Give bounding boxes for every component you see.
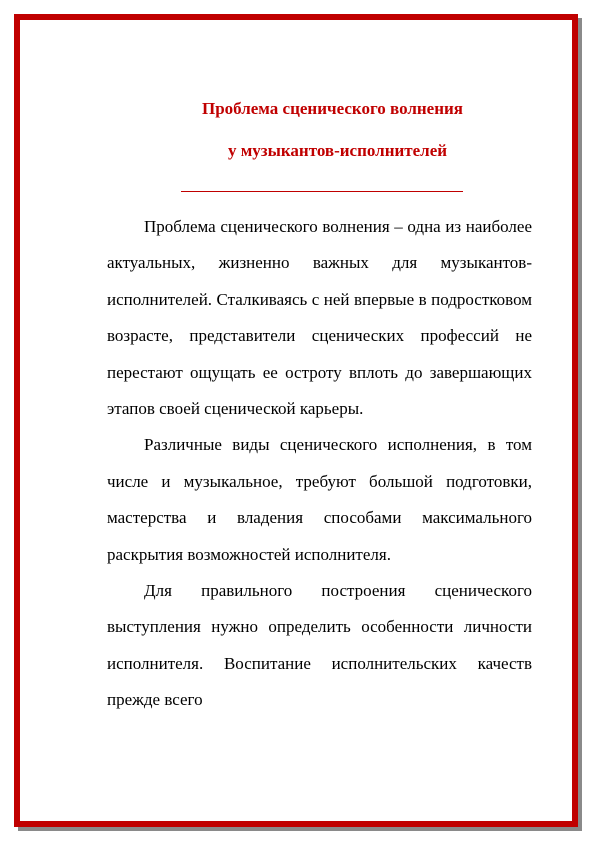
body-paragraph-3: Для правильного построения сценического выступления нужно определить особенности личности исполнителя. Воспитание исполнительских качеств прежде всего (107, 581, 532, 710)
document-body (107, 209, 532, 719)
document-title-line-1: Проблема сценического волнения (201, 99, 464, 118)
title-underline-divider (181, 191, 463, 192)
document-title-line-2: у музыкантов-исполнителей (227, 141, 448, 160)
body-paragraph-1: Проблема сценического волнения – одна из наиболее актуальных, жизненно важных для музыкантов-исполнителей. Сталкиваясь с ней впервые в подростковом возрасте, представители сценических профессий не перестают ощущать ее остроту вплоть до завершающих этапов своей сценической карьеры. (107, 217, 532, 419)
body-paragraph-2: Различные виды сценического исполнения, в том числе и музыкальное, требуют большой подготовки, мастерства и владения способами максимального раскрытия возможностей исполнителя. (107, 435, 532, 564)
